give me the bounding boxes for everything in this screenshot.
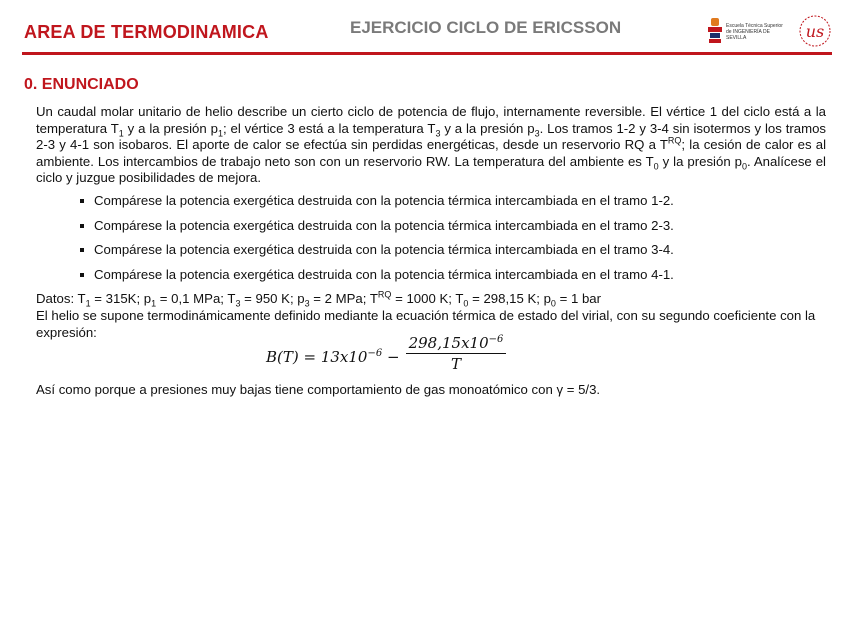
university-seal-icon: [798, 14, 832, 48]
task-list: [36, 193, 826, 283]
bullet-icon: [80, 273, 84, 277]
etsi-logo-text: Escuela Técnica Superior de INGENIERÍA DE SEVILLA: [726, 23, 783, 41]
intro-paragraph: Un caudal molar unitario de helio describe un cierto ciclo de potencia de flujo, internamente reversible. El vértice 1 del ciclo está a la temperatura $T_1$ y a la presión $p_1$; el vértice 3 está a la temperatura $T_3$ y a la presión $p_3$. Los tramos 1-2 y 3-4 sin isotermos y los tramos 2-3 y 4-1 son isobaros. El aporte de calor se efectúa sin perdidas energéticas, desde un reservorio RQ a $T^{RQ}$; la cesión de calor es al ambiente. Los intercambios de trabajo neto son con un reservorio RW. La temperatura del ambiente es $T_0$ y la presión $p_0$. Analícese el ciclo y juzgue posibilidades de mejora.: [36, 104, 827, 186]
list-item: Compárese la potencia exergética destruida con la potencia térmica intercambiada en el tramo 4-1.: [36, 267, 826, 284]
virial-paragraph: El helio se supone termodinámicamente definido mediante la ecuación térmica de estado del virial, con su segundo coeficiente con la expresión:: [36, 307, 816, 340]
list-item: Compárese la potencia exergética destruida con la potencia térmica intercambiada en el tramo 1-2.: [36, 193, 826, 210]
data-line: Datos: $T_1 = 315K$; $p_1 = 0,1$ MPa; $T_3 = 950$ K; $p_3 = 2$ MPa; $T^{RQ} = 1000$ K; $T_0 = 298,15$ K; $p_0 = 1$ bar: [36, 289, 602, 309]
etsi-sevilla-logo: [706, 18, 786, 44]
svg-text:us: us: [805, 22, 825, 41]
section-title: 0. ENUNCIADO: [24, 76, 139, 93]
closing-paragraph: Así como porque a presiones muy bajas tiene comportamiento de gas monoatómico con γ = 5/3.: [36, 382, 601, 397]
etsi-emblem-icon: [706, 18, 724, 44]
list-item: Compárese la potencia exergética destruida con la potencia térmica intercambiada en el tramo 2-3.: [36, 218, 826, 235]
fraction-denominator: T: [450, 355, 461, 373]
bullet-icon: [80, 224, 84, 228]
document-title: EJERCICIO CICLO DE ERICSSON: [350, 18, 622, 37]
formula-fraction: [406, 334, 506, 373]
fraction-numerator: $298,15x10^{-6}$: [406, 334, 506, 354]
formula-lhs: $B(T) = 13x10^{-6}$ −: [266, 348, 400, 366]
university-seal-logo: [798, 14, 832, 48]
page-header: [0, 0, 848, 60]
bullet-icon: [80, 199, 84, 203]
virial-formula: [266, 334, 526, 378]
bullet-icon: [80, 248, 84, 252]
statement-body: [36, 104, 826, 341]
list-item: Compárese la potencia exergética destruida con la potencia térmica intercambiada en el tramo 3-4.: [36, 242, 826, 259]
header-divider: [22, 52, 832, 55]
area-title: AREA DE TERMODINAMICA: [24, 22, 269, 42]
